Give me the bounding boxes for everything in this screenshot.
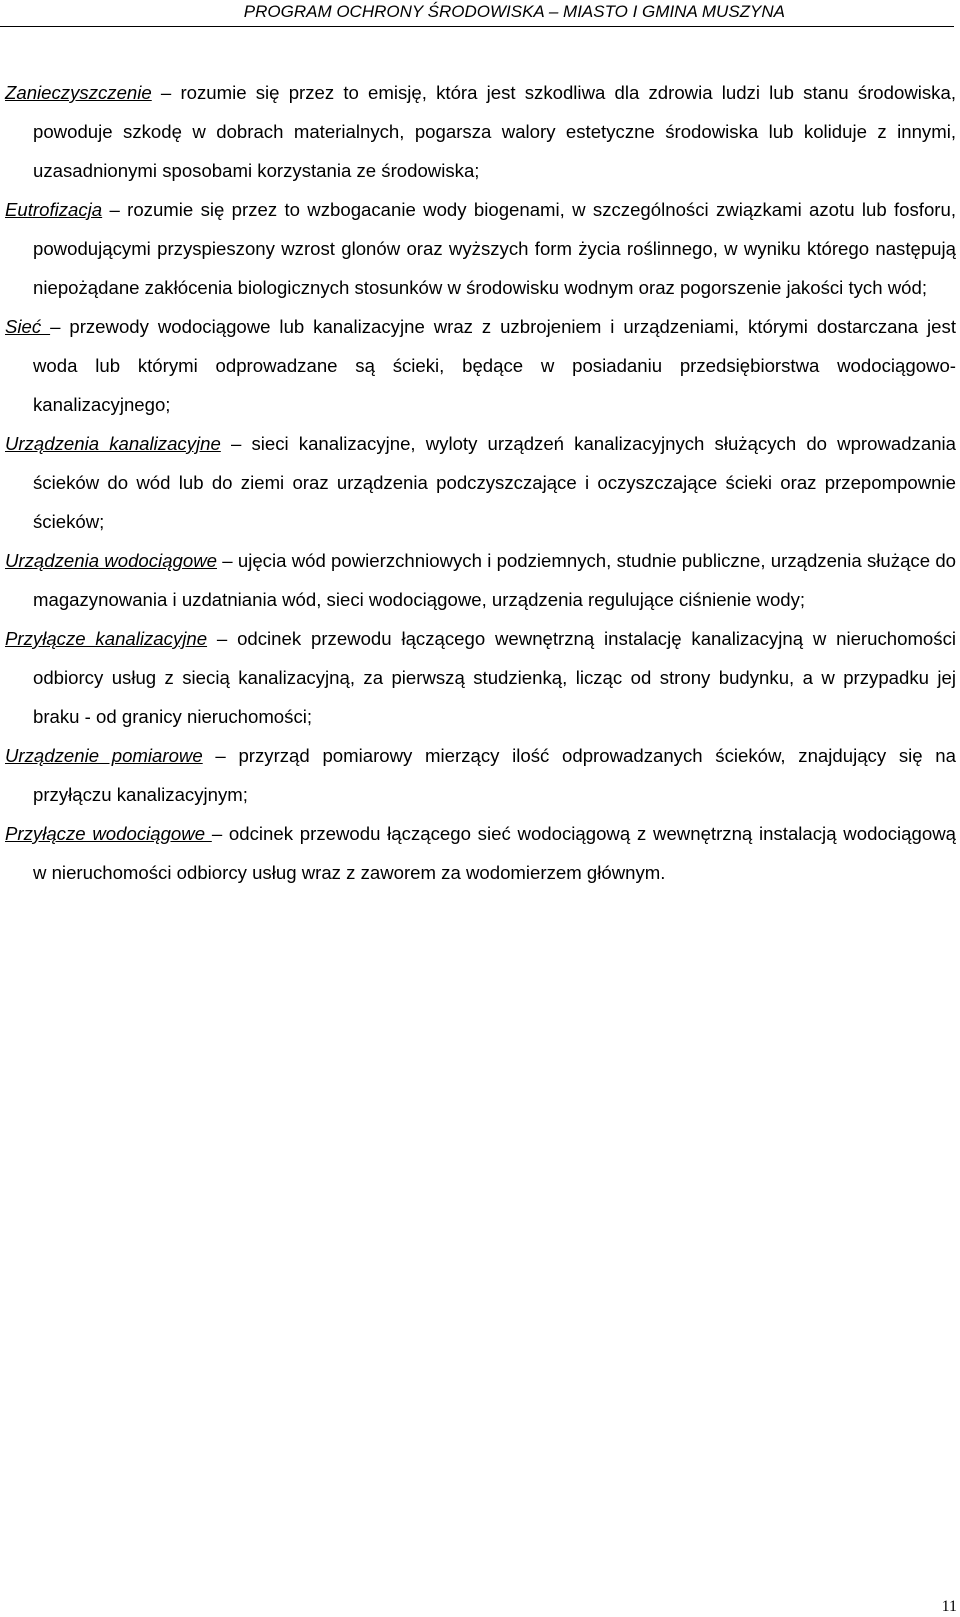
definition-siec <box>5 307 956 424</box>
definition-term: Zanieczyszczenie <box>5 82 152 103</box>
definition-zanieczyszczenie <box>5 73 956 190</box>
definition-urzadzenia-wodociagowe <box>5 541 956 619</box>
header-rule <box>0 26 954 27</box>
definition-term: Urządzenia kanalizacyjne <box>5 433 221 454</box>
definition-text: – rozumie się przez to wzbogacanie wody biogenami, w szczególności związkami azotu lub fosforu, powodującymi przyspieszony wzrost glonów oraz wyższych form życia roślinnego, w wyniku którego następują niepożądane zakłócenia biologicznych stosunków w środowisku wodnym oraz pogorszenie jakości tych wód; <box>33 199 956 298</box>
definition-term: Urządzenia wodociągowe <box>5 550 217 571</box>
header-title: PROGRAM OCHRONY ŚRODOWISKA – MIASTO I GMINA MUSZYNA <box>243 2 785 21</box>
definition-text: – odcinek przewodu łączącego sieć wodociągową z wewnętrzną instalacją wodociągową w nieruchomości odbiorcy usług wraz z zaworem za wodomierzem głównym. <box>33 823 956 883</box>
definition-text: – odcinek przewodu łączącego wewnętrzną instalację kanalizacyjną w nieruchomości odbiorcy usług z siecią kanalizacyjną, za pierwszą studzienką, licząc od strony budynku, a w przypadku jej braku - od granicy nieruchomości; <box>33 628 957 727</box>
definition-urzadzenie-pomiarowe <box>5 736 956 814</box>
page-number: 11 <box>941 1598 957 1615</box>
definitions-list <box>5 73 956 892</box>
definition-eutrofizacja <box>5 190 956 307</box>
definition-term: Przyłącze wodociągowe <box>5 823 212 844</box>
definition-text: – ujęcia wód powierzchniowych i podziemnych, studnie publiczne, urządzenia służące do magazynowania i uzdatniania wód, sieci wodociągowe, urządzenia regulujące ciśnienie wody; <box>33 550 956 610</box>
definition-term: Eutrofizacja <box>5 199 103 220</box>
definition-urzadzenia-kanalizacyjne <box>5 424 956 541</box>
definition-text: – przewody wodociągowe lub kanalizacyjne wraz z uzbrojeniem i urządzeniami, którymi dostarczana jest woda lub którymi odprowadzane są ścieki, będące w posiadaniu przedsiębiorstwa wodociągowo-kanalizacyjnego; <box>33 316 956 415</box>
definition-term: Sieć <box>5 316 51 337</box>
definition-text: – sieci kanalizacyjne, wyloty urządzeń kanalizacyjnych służących do wprowadzania ścieków do wód lub do ziemi oraz urządzenia podczyszczające i oczyszczające ścieki oraz przepompownie ścieków; <box>33 433 957 532</box>
definition-przylacze-kanalizacyjne <box>5 619 956 736</box>
definition-term: Urządzenie pomiarowe <box>5 745 203 766</box>
definition-text: – rozumie się przez to emisję, która jest szkodliwa dla zdrowia ludzi lub stanu środowiska, powoduje szkodę w dobrach materialnych, pogarsza walory estetyczne środowiska lub koliduje z innymi, uzasadnionymi sposobami korzystania ze środowiska; <box>33 82 956 181</box>
definition-term: Przyłącze kanalizacyjne <box>5 628 208 649</box>
definition-przylacze-wodociagowe <box>5 814 956 892</box>
definition-text: – przyrząd pomiarowy mierzący ilość odprowadzanych ścieków, znajdujący się na przyłączu kanalizacyjnym; <box>33 745 956 805</box>
page-header <box>0 0 960 28</box>
